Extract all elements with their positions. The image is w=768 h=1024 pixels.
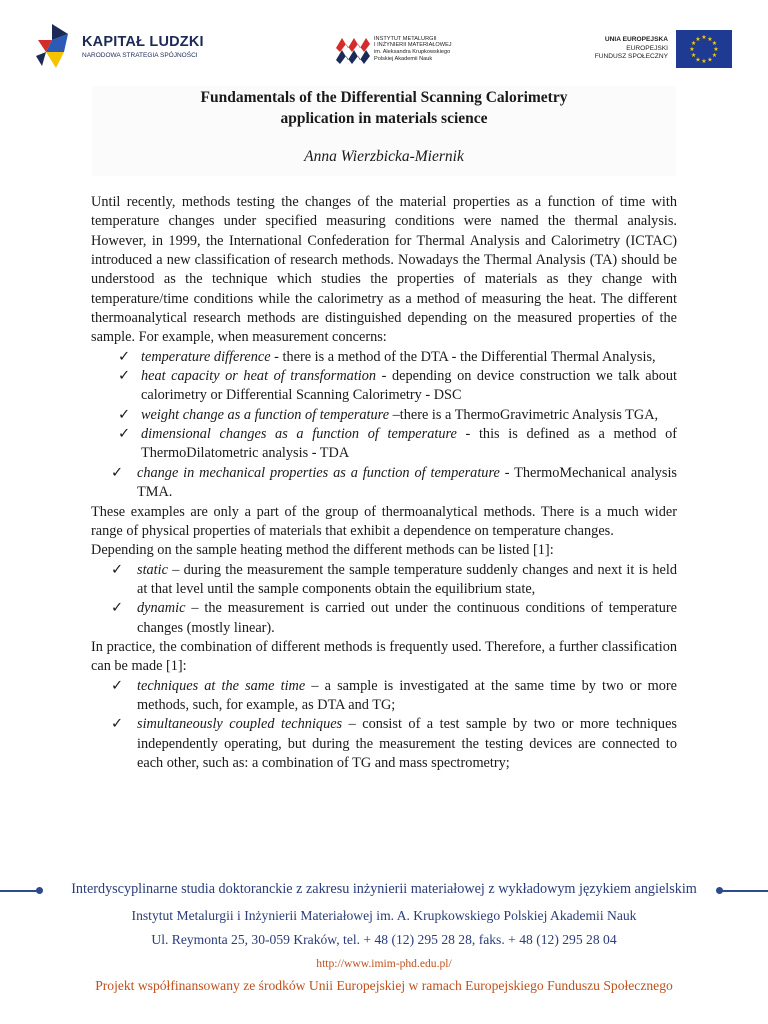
footer-rule-left-line <box>0 890 38 892</box>
check-icon: ✓ <box>111 677 123 694</box>
footer-rule-right-line <box>720 890 768 892</box>
title-line-2: application in materials science <box>280 110 488 127</box>
kapital-ludzki-emblem-icon <box>34 22 76 70</box>
imim-logo <box>336 34 452 64</box>
check-icon: ✓ <box>111 561 123 578</box>
paragraph-3: Depending on the sample heating method the different methods can be listed [1]: <box>91 542 554 559</box>
list-item: ✓ temperature difference - there is a method of the DTA - the Differential Thermal Analysis, <box>91 348 677 367</box>
eu-star-icon: ★ <box>711 52 718 60</box>
footer-address: Ul. Reymonta 25, 30-059 Kraków, tel. + 48 (12) 295 28 28, faks. + 48 (12) 295 28 04 <box>151 932 617 947</box>
eu-logo <box>595 30 732 68</box>
title-line-1: Fundamentals of the Differential Scanning Calorimetry <box>200 89 568 106</box>
kapital-ludzki-title: KAPITAŁ LUDZKI <box>82 33 204 50</box>
eu-star-icon: ★ <box>689 46 695 54</box>
measurement-list <box>91 348 677 503</box>
footer-rule <box>0 878 768 902</box>
eu-star-icon: ★ <box>690 40 697 48</box>
imim-line-2: I INŻYNIERII MATERIAŁOWEJ <box>374 42 452 49</box>
imim-line-3: im. Aleksandra Krupkowskiego <box>374 49 451 55</box>
kapital-ludzki-subtitle: NARODOWA STRATEGIA SPÓJNOŚCI <box>82 51 198 59</box>
check-icon: ✓ <box>118 368 130 385</box>
classification-list <box>91 677 677 774</box>
eu-star-icon: ★ <box>707 35 713 43</box>
list-item: ✓ dynamic – the measurement is carried out under the continuous conditions of temperature changes (mostly linear). <box>111 600 677 636</box>
eu-star-icon: ★ <box>695 35 701 43</box>
paragraph-4: In practice, the combination of different methods is frequently used. Therefore, a further classification can be made [1]: <box>91 638 677 675</box>
page-header <box>0 0 768 82</box>
footer-url-link[interactable]: http://www.imim-phd.edu.pl/ <box>316 957 452 970</box>
footer-institute: Instytut Metalurgii i Inżynierii Materiałowej im. A. Krupkowskiego Polskiej Akademii Nauk <box>131 908 637 923</box>
eu-line-1: UNIA EUROPEJSKA <box>604 36 668 44</box>
author-name: Anna Wierzbicka-Miernik <box>304 148 464 165</box>
paragraph-2: These examples are only a part of the group of thermoanalytical methods. There is a much wider range of physical properties of materials that exhibit a dependence on temperature changes. <box>91 503 677 539</box>
heating-method-list <box>91 561 677 638</box>
eu-star-icon: ★ <box>690 52 697 60</box>
page-footer <box>0 878 768 994</box>
eu-line-2: EUROPEJSKI <box>626 44 668 52</box>
list-item: ✓ techniques at the same time – a sample is investigated at the same time by two or more methods, such, for example, as DTA and TG; <box>111 677 677 713</box>
eu-star-icon: ★ <box>711 40 718 48</box>
list-item: ✓ simultaneously coupled techniques – consist of a test sample by two or more techniques independently operating, but during the measurement the testing devices are connected to each other, such as: a combination of TG and mass spectrometry; <box>111 716 677 771</box>
list-item: ✓ static – during the measurement the sample temperature suddenly changes and next it is held at that level until the sample components obtain the equilibrium state, <box>111 561 677 597</box>
eu-line-3: FUNDUSZ SPOŁECZNY <box>594 53 668 61</box>
check-icon: ✓ <box>111 716 123 733</box>
list-item: ✓ change in mechanical properties as a function of temperature - ThermoMechanical analysis TMA. <box>111 464 677 501</box>
imim-line-4: Polskiej Akademii Nauk <box>374 55 433 62</box>
document-body <box>91 193 677 773</box>
footer-funding: Projekt współfinansowany ze środków Unii Europejskiej w ramach Europejskiego Funduszu Społecznego <box>95 978 673 993</box>
eu-star-icon: ★ <box>695 56 701 64</box>
title-block <box>92 86 676 176</box>
footer-program-line: Interdyscyplinarne studia doktoranckie z zakresu inżynierii materiałowej z wykładowym językiem angielskim <box>71 881 697 897</box>
intro-paragraph: Until recently, methods testing the changes of the material properties as a function of time with temperature changes under specified measuring conditions were named the thermal analysis. However, in 1999, the International Confederation for Thermal Analysis and Calorimetry (ICTAC) introduced a new classification of research methods. Nowadays the Thermal Analysis (TA) should be understood as the technique which studies the properties of materials as they change with temperature/time conditions while the calorimetry as a method of measuring the heat. The different thermoanalytical research methods are distinguished depending on the measured properties of the sample. For example, when measurement concerns: <box>91 194 677 346</box>
kapital-ludzki-logo <box>34 22 204 70</box>
document-title <box>92 87 676 129</box>
eu-flag-icon <box>676 30 732 68</box>
list-item: ✓ weight change as a function of temperature –there is a ThermoGravimetric Analysis TGA, <box>91 406 677 425</box>
imim-line-1: INSTYTUT METALURGII <box>374 35 437 42</box>
check-icon: ✓ <box>118 406 130 423</box>
check-icon: ✓ <box>118 426 130 443</box>
check-icon: ✓ <box>118 348 130 365</box>
check-icon: ✓ <box>111 600 123 617</box>
imim-emblem-icon <box>336 34 370 64</box>
check-icon: ✓ <box>111 464 123 481</box>
list-item: ✓ dimensional changes as a function of temperature - this is defined as a method of ThermoDilatometric analysis - TDA <box>118 426 678 462</box>
eu-star-icon: ★ <box>701 34 707 42</box>
footer-rule-left-dot <box>36 887 43 894</box>
eu-star-icon: ★ <box>713 46 719 54</box>
eu-star-icon: ★ <box>701 58 707 66</box>
list-item: ✓ heat capacity or heat of transformation - depending on device construction we talk about calorimetry or Differential Scanning Calorimetry - DSC <box>118 368 678 404</box>
eu-star-icon: ★ <box>707 56 713 64</box>
